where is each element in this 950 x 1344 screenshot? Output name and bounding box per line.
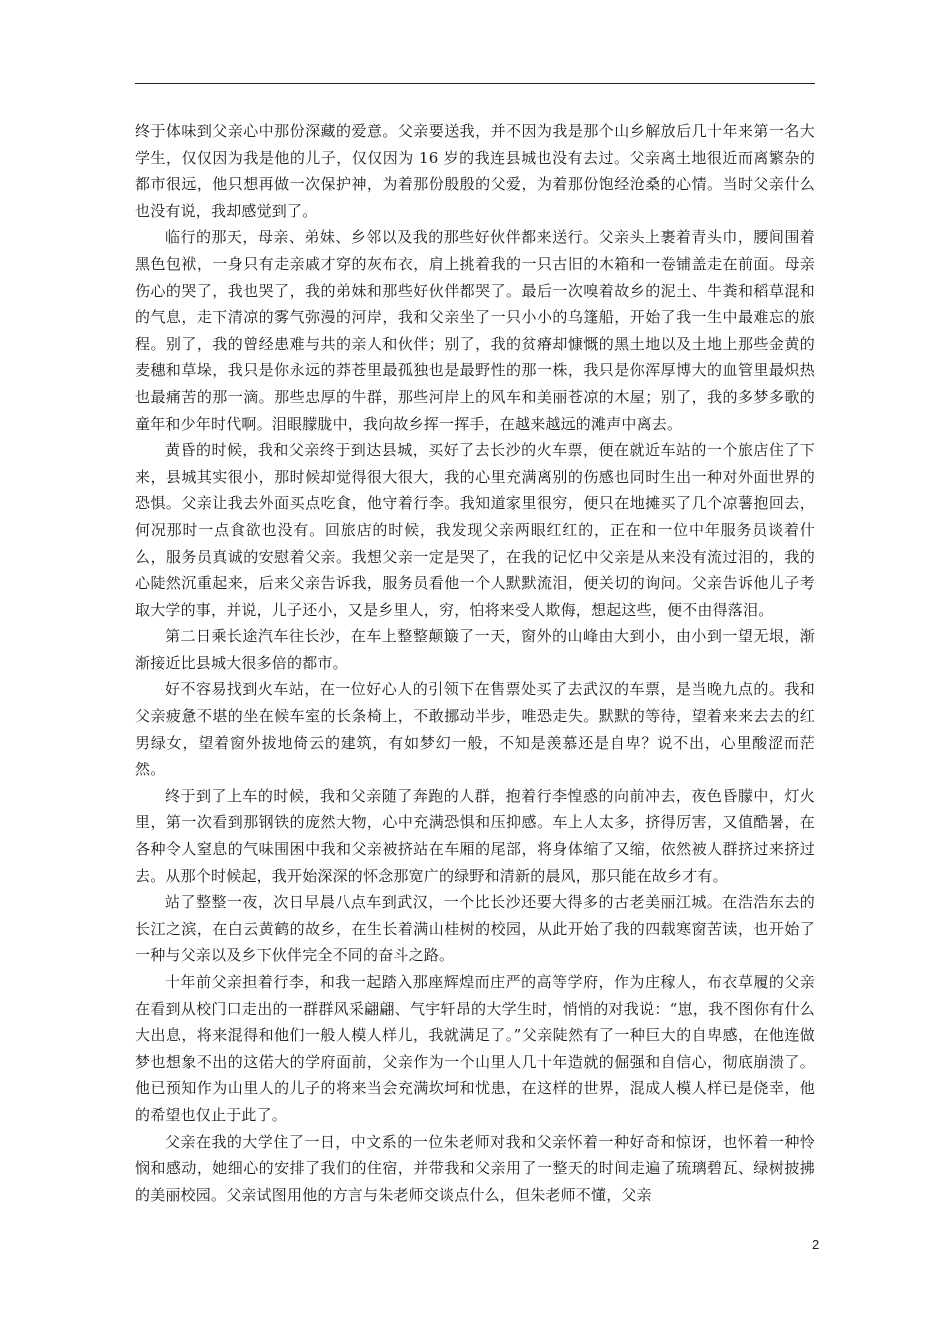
paragraph: 站了整整一夜，次日早晨八点车到武汉，一个比长沙还要大得多的古老美丽江城。在浩浩东去的长江之滨，在白云黄鹤的故乡，在生长着满山桂树的校园，从此开始了我的四载寒窗苦读，也开始了一种与父亲以及乡下伙伴完全不同的奋斗之路。 xyxy=(135,893,815,965)
paragraph: 临行的那天，母亲、弟妹、乡邻以及我的那些好伙伴都来送行。父亲头上裹着青头巾，腰间围着黑色包袱，一身只有走亲戚才穿的灰布衣，肩上挑着我的一只古旧的木箱和一卷铺盖走在前面。母亲伤心的哭了，我也哭了，我的弟妹和那些好伙伴都哭了。最后一次嗅着故乡的泥土、牛粪和稻草混和的气息，走下清凉的雾气弥漫的河岸，我和父亲坐了一只小小的乌篷船，开始了我一生中最难忘的旅程。别了，我的曾经患难与共的亲人和伙伴；别了，我的贫瘠却慷慨的黑土地以及土地上那些金黄的麦穗和草垛，我只是你永远的莽苍里最孤独也是最野性的那一株，我只是你浑厚博大的血管里最炽热也最痛苦的那一滴。那些忠厚的牛群，那些河岸上的风车和美丽苍凉的木屋；别了，我的多梦多歌的童年和少年时代啊。泪眼朦胧中，我向故乡挥一挥手，在越来越远的滩声中离去。 xyxy=(135,228,815,433)
paragraph: 十年前父亲担着行李，和我一起踏入那座辉煌而庄严的高等学府，作为庄稼人，布衣草履的父亲在看到从校门口走出的一群群风采翩翩、气宇轩昂的大学生时，悄悄的对我说：“崽，我不图你有什么大出息，将来混得和他们一般人模人样儿，我就满足了。”父亲陡然有了一种巨大的自卑感，在他连做梦也想象不出的这偌大的学府面前，父亲作为一个山里人几十年造就的倔强和自信心，彻底崩溃了。他已预知作为山里人的儿子的将来当会充满坎坷和忧患，在这样的世界，混成人模人样已是侥幸，他的希望也仅止于此了。 xyxy=(135,973,815,1124)
paragraph: 第二日乘长途汽车往长沙，在车上整整颠簸了一天，窗外的山峰由大到小，由小到一望无垠，渐渐接近比县城大很多倍的都市。 xyxy=(135,627,815,672)
paragraph: 终于体味到父亲心中那份深藏的爱意。父亲要送我，并不因为我是那个山乡解放后几十年来第一名大学生，仅仅因为我是他的儿子，仅仅因为 16 岁的我连县城也没有去过。父亲离土地很近而离繁杂的都市很远，他只想再做一次保护神，为着那份殷殷的父爱，为着那份饱经沧桑的心情。当时父亲什么也没有说，我却感觉到了。 xyxy=(135,122,815,220)
page-number: 2 xyxy=(812,1237,820,1252)
article-body xyxy=(135,118,815,1208)
paragraph: 终于到了上车的时候，我和父亲随了奔跑的人群，抱着行李惶惑的向前冲去，夜色昏朦中，灯火里，第一次看到那钢铁的庞然大物，心中充满恐惧和压抑感。车上人太多，挤得厉害，又值酷暑，在各种令人窒息的气味围困中我和父亲被挤站在车厢的尾部，将身体缩了又缩，依然被人群挤过来挤过去。从那个时候起，我开始深深的怀念那宽广的绿野和清新的晨风，那只能在故乡才有。 xyxy=(135,786,815,885)
header-rule xyxy=(135,83,815,84)
paragraph: 父亲在我的大学住了一日，中文系的一位朱老师对我和父亲怀着一种好奇和惊讶，也怀着一种怜悯和感动，她细心的安排了我们的住宿，并带我和父亲用了一整天的时间走遍了琉璃碧瓦、绿树披拂的美丽校园。父亲试图用他的方言与朱老师交谈点什么，但朱老师不懂，父亲 xyxy=(135,1132,815,1204)
paragraph: 好不容易找到火车站，在一位好心人的引领下在售票处买了去武汉的车票，是当晚九点的。我和父亲疲惫不堪的坐在候车室的长条椅上，不敢挪动半步，唯恐走失。默默的等待，望着来来去去的红男绿女，望着窗外拔地倚云的建筑，有如梦幻一般，不知是羡慕还是自卑？说不出，心里酸涩而茫然。 xyxy=(135,680,815,779)
paragraph: 黄昏的时候，我和父亲终于到达县城，买好了去长沙的火车票，便在就近车站的一个旅店住了下来，县城其实很小，那时候却觉得很大很大，我的心里充满离别的伤感也同时生出一种对外面世界的恐惧。父亲让我去外面买点吃食，他守着行李。我知道家里很穷，便只在地摊买了几个凉薯抱回去，何况那时一点食欲也没有。回旅店的时候，我发现父亲两眼红红的，正在和一位中年服务员谈着什么，服务员真诚的安慰着父亲。我想父亲一定是哭了，在我的记忆中父亲是从来没有流过泪的，我的心陡然沉重起来，后来父亲告诉我，服务员看他一个人默默流泪，便关切的询问。父亲告诉他儿子考取大学的事，并说，儿子还小，又是乡里人，穷，怕将来受人欺侮，想起这些，便不由得落泪。 xyxy=(135,441,815,619)
